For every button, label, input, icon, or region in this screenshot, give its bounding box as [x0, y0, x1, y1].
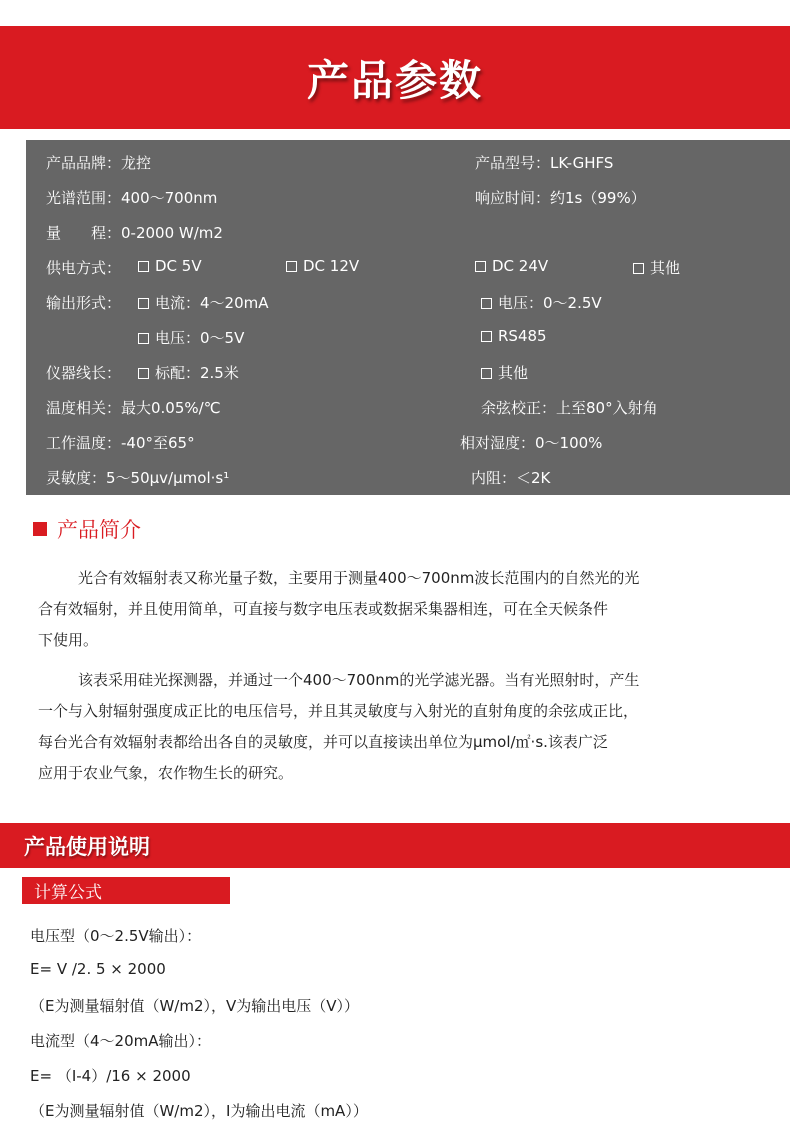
formula-title-bar: [22, 877, 230, 904]
checkbox-icon: [481, 368, 492, 379]
intro-paragraph-2: [38, 665, 760, 789]
usage-banner: [0, 823, 790, 868]
intro-line: 一个与入射辐射强度成正比的电压信号，并且其灵敏度与入射光的直射角度的余弦成正比，: [38, 702, 639, 720]
formula-line-current-type: 电流型（4～20mA输出）：: [30, 1032, 212, 1050]
spec-relative-humidity: 相对湿度：0～100%: [460, 434, 603, 452]
formula-line-voltage-equation: E= V /2. 5 × 2000: [30, 960, 166, 978]
header-banner: [0, 26, 790, 129]
spec-row-power: [26, 249, 790, 284]
power-option-dc5v: DC 5V: [138, 257, 202, 275]
formula-line-current-note: （E为测量辐射值（W/m2），I为输出电流（mA））: [30, 1102, 368, 1120]
checkbox-icon: [475, 261, 486, 272]
formula-line-current-equation: E= （I-4）/16 × 2000: [30, 1067, 191, 1085]
spec-row-sensitivity: [26, 459, 790, 494]
output-option-rs485: RS485: [481, 327, 547, 345]
checkbox-icon: [633, 263, 644, 274]
spec-panel: [26, 140, 790, 495]
intro-line: 每台光合有效辐射表都给出各自的灵敏度，并可以直接读出单位为μmol/㎡·s.该表广泛: [38, 733, 608, 751]
checkbox-icon: [138, 368, 149, 379]
spec-row-spectral: [26, 179, 790, 214]
spec-model: 产品型号：LK-GHFS: [475, 154, 614, 172]
spec-row-environment: [26, 424, 790, 459]
checkbox-icon: [286, 261, 297, 272]
checkbox-icon: [138, 261, 149, 272]
output-option-voltage-5: 电压：0～5V: [138, 327, 244, 348]
spec-cable-label: 仪器线长：: [46, 364, 122, 382]
intro-line: 该表采用硅光探测器，并通过一个400～700nm的光学滤光器。当有光照射时，产生: [78, 671, 640, 689]
spec-row-range: [26, 214, 790, 249]
spec-row-output-2: [26, 319, 790, 354]
intro-line: 下使用。: [38, 631, 99, 649]
cable-option-standard: 标配：2.5米: [138, 362, 239, 383]
checkbox-icon: [481, 331, 492, 342]
spec-sensitivity: 灵敏度：5～50μv/μmol·s¹: [46, 469, 230, 487]
intro-line: 应用于农业气象，农作物生长的研究。: [38, 764, 294, 782]
checkbox-icon: [138, 333, 149, 344]
page-title: 产品参数: [306, 55, 483, 105]
usage-title: 产品使用说明: [24, 834, 150, 859]
output-option-voltage-2-5: 电压：0～2.5V: [481, 292, 602, 313]
spec-row-cable: [26, 354, 790, 389]
intro-line: 合有效辐射，并且使用简单，可直接与数字电压表或数据采集器相连，可在全天候条件: [38, 600, 609, 618]
spec-internal-resistance: 内阻：＜2K: [471, 469, 551, 487]
spec-row-temperature: [26, 389, 790, 424]
spec-range: 量 程：0-2000 W/m2: [46, 224, 223, 242]
output-option-current: 电流：4～20mA: [138, 292, 269, 313]
formula-line-voltage-type: 电压型（0～2.5V输出）：: [30, 927, 202, 945]
power-option-dc24v: DC 24V: [475, 257, 548, 275]
spec-cosine-correction: 余弦校正：上至80°入射角: [481, 399, 658, 417]
spec-output-label: 输出形式：: [46, 294, 122, 312]
formula-line-voltage-note: （E为测量辐射值（W/m2），V为输出电压（V））: [30, 997, 360, 1015]
intro-title: 产品简介: [57, 518, 141, 542]
intro-section-title: [33, 514, 141, 544]
cable-option-other: 其他: [481, 362, 528, 383]
intro-line: 光合有效辐射表又称光量子数，主要用于测量400～700nm波长范围内的自然光的光: [78, 569, 640, 587]
checkbox-icon: [138, 298, 149, 309]
square-bullet-icon: [33, 522, 47, 536]
spec-row-output: [26, 284, 790, 319]
checkbox-icon: [481, 298, 492, 309]
spec-power-label: 供电方式：: [46, 259, 122, 277]
spec-brand: 产品品牌：龙控: [46, 154, 152, 172]
spec-row-brand: [26, 144, 790, 179]
intro-paragraph-1: [38, 563, 760, 656]
top-strip: [0, 0, 790, 26]
spec-spectral-range: 光谱范围：400～700nm: [46, 189, 218, 207]
spec-operating-temp: 工作温度：-40°至65°: [46, 434, 195, 452]
spec-temp-dependence: 温度相关：最大0.05%/℃: [46, 399, 221, 417]
spec-response-time: 响应时间：约1s（99%）: [475, 189, 646, 207]
power-option-other: 其他: [633, 257, 680, 278]
power-option-dc12v: DC 12V: [286, 257, 359, 275]
formula-title: 计算公式: [34, 883, 102, 903]
